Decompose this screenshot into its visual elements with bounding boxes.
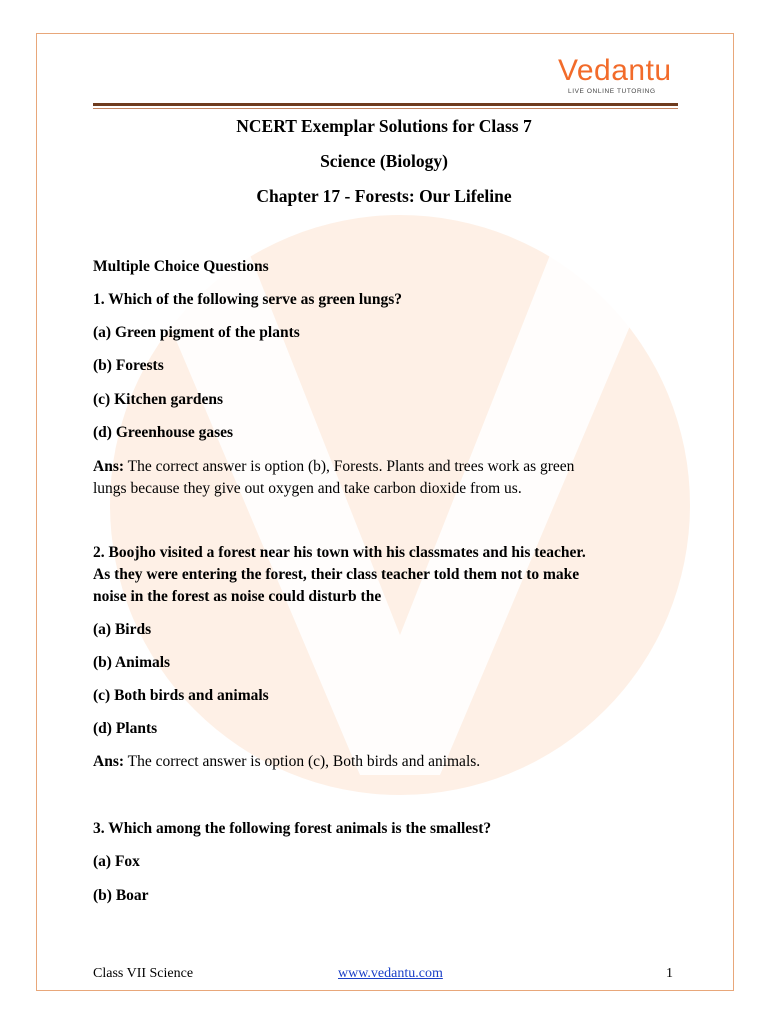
question-2-answer — [93, 751, 675, 772]
question-3: 3. Which among the following forest animals is the smallest? — [93, 820, 492, 837]
question-2-option-c: (c) Both birds and animals — [93, 687, 269, 704]
question-1-option-c: (c) Kitchen gardens — [93, 391, 224, 408]
header-rule — [93, 103, 678, 106]
question-1-answer — [93, 456, 675, 477]
question-2-line-3: noise in the forest as noise could disturb the — [93, 588, 382, 605]
question-2-option-d: (d) Plants — [93, 720, 158, 737]
answer-label: Ans: — [93, 458, 125, 475]
question-1-option-b: (b) Forests — [93, 357, 164, 374]
footer-website-link[interactable]: www.vedantu.com — [338, 966, 443, 981]
answer-text: The correct answer is option (b), Forests. Plants and trees work as green — [127, 458, 575, 475]
answer-label: Ans: — [93, 753, 125, 770]
question-1-answer-cont: lungs because they give out oxygen and take carbon dioxide from us. — [93, 480, 522, 497]
doc-subject: Science (Biology) — [320, 151, 448, 171]
question-2-option-b: (b) Animals — [93, 654, 171, 671]
answer-text: The correct answer is option (c), Both birds and animals. — [127, 753, 481, 770]
question-3-option-b: (b) Boar — [93, 887, 149, 904]
section-heading: Multiple Choice Questions — [93, 258, 269, 275]
question-2-line-1: 2. Boojho visited a forest near his town with his classmates and his teacher. — [93, 544, 586, 561]
footer-page-number: 1 — [666, 966, 673, 981]
question-1-option-a: (a) Green pigment of the plants — [93, 324, 300, 341]
vedantu-logo — [558, 52, 678, 102]
question-1-option-d: (d) Greenhouse gases — [93, 424, 234, 441]
question-2-option-a: (a) Birds — [93, 621, 152, 638]
question-1: 1. Which of the following serve as green lungs? — [93, 291, 403, 308]
question-3-option-a: (a) Fox — [93, 853, 140, 870]
header-rule-thin — [93, 108, 678, 109]
question-2-line-2: As they were entering the forest, their class teacher told them not to make — [93, 566, 580, 583]
doc-title: NCERT Exemplar Solutions for Class 7 — [236, 116, 532, 136]
logo-wordmark: Vedantu — [558, 54, 672, 87]
doc-chapter: Chapter 17 - Forests: Our Lifeline — [256, 186, 512, 206]
logo-tagline: LIVE ONLINE TUTORING — [568, 88, 656, 95]
footer-class-label: Class VII Science — [93, 966, 194, 981]
